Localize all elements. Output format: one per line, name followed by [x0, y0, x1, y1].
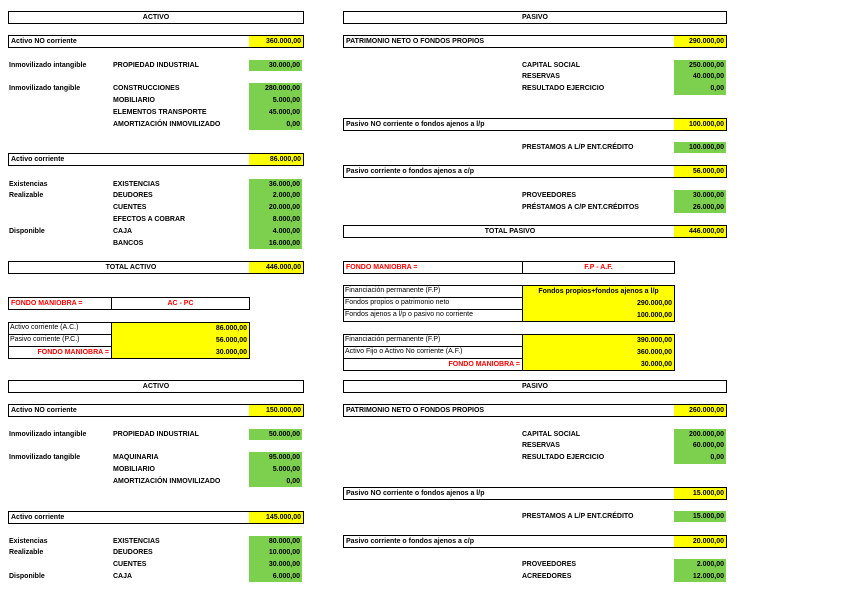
patrimonio-neto-2-label: PATRIMONIO NETO O FONDOS PROPIOS: [343, 404, 727, 417]
resultado-ejercicio-label: RESULTADO EJERCICIO: [522, 85, 605, 92]
pasivo-no-corriente-2-label: Pasivo NO corriente o fondos ajenos a l/p: [343, 487, 727, 500]
acreedores-label: ACREEDORES: [522, 573, 572, 580]
pasivo-corriente-2-label: Pasivo corriente o fondos ajenos a c/p: [343, 535, 727, 548]
amortizacion-label: AMORTIZACIÓN INMOVILIZADO: [113, 121, 221, 128]
inmovilizado-intangible-label: Inmovilizado intangible: [9, 62, 87, 69]
amortizacion-2-value: 0,00: [286, 478, 300, 485]
reservas-2-value: 60.000,00: [692, 442, 724, 449]
activo-corriente-2-value: 145.000,00: [249, 512, 303, 523]
deudores-label: DEUDORES: [113, 192, 153, 199]
prestamos-lp-label: PRESTAMOS A L/P ENT.CRÉDITO: [522, 144, 634, 151]
proveedores-2-label: PROVEEDORES: [522, 561, 577, 568]
total-pasivo-label: TOTAL PASIVO: [343, 225, 727, 238]
amortizacion-value: 0,00: [286, 121, 300, 128]
propiedad-industrial-label: PROPIEDAD INDUSTRIAL: [113, 62, 199, 69]
prestamos-lp-value: 100.000,00: [674, 142, 726, 153]
pasivo-corriente-2-value: 20.000,00: [674, 536, 726, 547]
activo-corriente-ac-value: 86.000,00: [215, 325, 247, 332]
capital-social-2-label: CAPITAL SOCIAL: [522, 431, 581, 438]
activo-no-corriente-value: 360.000,00: [249, 36, 303, 47]
activo-corriente-label: Activo corriente: [8, 153, 304, 166]
existencias-group-label: Existencias: [9, 181, 48, 188]
resultado-ejercicio-2-label: RESULTADO EJERCICIO: [522, 454, 605, 461]
prestamos-lp-2-label: PRESTAMOS A L/P ENT.CRÉDITO: [522, 513, 634, 520]
realizable-group-label: Realizable: [9, 192, 44, 199]
fondos-propios-label: Fondos propios o patrimonio neto: [345, 299, 450, 306]
resultado-ejercicio-2-value: 0,00: [710, 454, 724, 461]
elementos-transporte-value: 45.000,00: [268, 109, 300, 116]
caja-value: 4.000,00: [272, 228, 300, 235]
reservas-2-label: RESERVAS: [522, 442, 560, 449]
fondo-maniobra-right-eq: FONDO MANIOBRA =: [448, 361, 520, 368]
activo-corriente-ac-label: Activo corriente (A.C.): [10, 324, 79, 331]
fondo-maniobra-left-value: 30.000,00: [215, 349, 247, 356]
activo-corriente-value: 86.000,00: [249, 154, 303, 165]
propiedad-industrial-2-label: PROPIEDAD INDUSTRIAL: [113, 431, 199, 438]
inmovilizado-intangible-2-label: Inmovilizado intangible: [9, 431, 87, 438]
realizable-group-2-label: Realizable: [9, 549, 44, 556]
maquinaria-label: MAQUINARIA: [113, 454, 159, 461]
cuentes-2-label: CUENTES: [113, 561, 147, 568]
efectos-cobrar-label: EFECTOS A COBRAR: [113, 216, 186, 223]
fondo-maniobra-right-value: 30.000,00: [640, 361, 672, 368]
activo-fijo-label: Activo Fijo o Activo No corriente (A.F.): [345, 348, 463, 355]
activo-no-corriente-2-label: Activo NO corriente: [8, 404, 304, 417]
total-activo-label: TOTAL ACTIVO: [8, 261, 304, 274]
caja-2-value: 6.000,00: [272, 573, 300, 580]
capital-social-label: CAPITAL SOCIAL: [522, 62, 581, 69]
prestamos-lp-2-value: 15.000,00: [674, 511, 726, 522]
propiedad-industrial-2-value: 50.000,00: [249, 429, 302, 440]
activo-no-corriente-2-value: 150.000,00: [249, 405, 303, 416]
pasivo-corriente-label: Pasivo corriente o fondos ajenos a c/p: [343, 165, 727, 178]
pasivo-corriente-value: 56.000,00: [674, 166, 726, 177]
construcciones-label: CONSTRUCCIONES: [113, 85, 180, 92]
amortizacion-2-label: AMORTIZACIÓN INMOVILIZADO: [113, 478, 221, 485]
activo-no-corriente-label: Activo NO corriente: [8, 35, 304, 48]
prestamos-cp-value: 26.000,00: [692, 204, 724, 211]
total-activo-value: 446.000,00: [249, 262, 303, 273]
pasivo-corriente-pc-value: 56.000,00: [215, 337, 247, 344]
elementos-transporte-label: ELEMENTOS TRANSPORTE: [113, 109, 207, 116]
patrimonio-neto-value: 290.000,00: [674, 36, 726, 47]
financiacion-permanente-formula: Fondos propios+fondos ajenos a l/p: [538, 288, 659, 295]
cuentes-value: 20.000,00: [268, 204, 300, 211]
deudores-2-value: 10.000,00: [268, 549, 300, 556]
financiacion-permanente-label: Financiación permanente (F.P): [345, 287, 441, 294]
activo-fijo-value: 360.000,00: [636, 349, 672, 356]
existencias-2-value: 80.000,00: [268, 538, 300, 545]
fondo-maniobra-left-eq: FONDO MANIOBRA =: [37, 349, 109, 356]
financiacion-permanente-2-value: 390.000,00: [636, 337, 672, 344]
acreedores-value: 12.000,00: [692, 573, 724, 580]
efectos-cobrar-value: 8.000,00: [272, 216, 300, 223]
reservas-label: RESERVAS: [522, 73, 560, 80]
fondos-propios-value: 290.000,00: [636, 300, 672, 307]
pasivo-no-corriente-label: Pasivo NO corriente o fondos ajenos a l/p: [343, 118, 727, 131]
mobiliario-2-label: MOBILIARIO: [113, 466, 155, 473]
activo-corriente-2-label: Activo corriente: [8, 511, 304, 524]
total-pasivo-value: 446.000,00: [674, 226, 726, 237]
activo-header-2: ACTIVO: [8, 380, 304, 393]
proveedores-label: PROVEEDORES: [522, 192, 577, 199]
fondo-maniobra-right-formula: F.P - A.F.: [522, 261, 675, 274]
mobiliario-label: MOBILIARIO: [113, 97, 155, 104]
construcciones-value: 280.000,00: [264, 85, 300, 92]
activo-header: ACTIVO: [8, 11, 304, 24]
mobiliario-value: 5.000,00: [272, 97, 300, 104]
disponible-group-label: Disponible: [9, 228, 45, 235]
pasivo-no-corriente-2-value: 15.000,00: [674, 488, 726, 499]
pasivo-header: PASIVO: [343, 11, 727, 24]
bancos-label: BANCOS: [113, 240, 144, 247]
disponible-group-2-label: Disponible: [9, 573, 45, 580]
cuentes-label: CUENTES: [113, 204, 147, 211]
financiacion-permanente-2-label: Financiación permanente (F.P): [345, 336, 441, 343]
caja-2-label: CAJA: [113, 573, 133, 580]
proveedores-2-value: 2.000,00: [696, 561, 724, 568]
pasivo-corriente-pc-label: Pasivo corriente (P.C.): [10, 336, 80, 343]
deudores-value: 2.000,00: [272, 192, 300, 199]
cuentes-2-value: 30.000,00: [268, 561, 300, 568]
resultado-ejercicio-value: 0,00: [710, 85, 724, 92]
existencias-2-label: EXISTENCIAS: [113, 538, 160, 545]
capital-social-value: 250.000,00: [688, 62, 724, 69]
existencias-value: 36.000,00: [268, 181, 300, 188]
patrimonio-neto-2-value: 260.000,00: [674, 405, 726, 416]
fondos-ajenos-lp-value: 100.000,00: [636, 312, 672, 319]
prestamos-cp-label: PRÉSTAMOS A C/P ENT.CRÉDITOS: [522, 204, 639, 211]
maquinaria-value: 95.000,00: [268, 454, 300, 461]
caja-label: CAJA: [113, 228, 133, 235]
fondo-maniobra-left-formula: AC - PC: [111, 297, 250, 310]
proveedores-value: 30.000,00: [692, 192, 724, 199]
pasivo-no-corriente-value: 100.000,00: [674, 119, 726, 130]
pasivo-header-2: PASIVO: [343, 380, 727, 393]
inmovilizado-tangible-label: Inmovilizado tangible: [9, 85, 81, 92]
inmovilizado-tangible-2-label: Inmovilizado tangible: [9, 454, 81, 461]
existencias-label: EXISTENCIAS: [113, 181, 160, 188]
capital-social-2-value: 200.000,00: [688, 431, 724, 438]
fondo-maniobra-left-label: FONDO MANIOBRA =: [8, 297, 112, 310]
patrimonio-neto-label: PATRIMONIO NETO O FONDOS PROPIOS: [343, 35, 727, 48]
existencias-group-2-label: Existencias: [9, 538, 48, 545]
deudores-2-label: DEUDORES: [113, 549, 153, 556]
propiedad-industrial-value: 30.000,00: [249, 60, 302, 71]
fondo-maniobra-right-label: FONDO MANIOBRA =: [343, 261, 523, 274]
bancos-value: 16.000,00: [268, 240, 300, 247]
reservas-value: 40.000,00: [692, 73, 724, 80]
fondos-ajenos-lp-label: Fondos ajenos a l/p o pasivo no corriente: [345, 311, 474, 318]
mobiliario-2-value: 5.000,00: [272, 466, 300, 473]
